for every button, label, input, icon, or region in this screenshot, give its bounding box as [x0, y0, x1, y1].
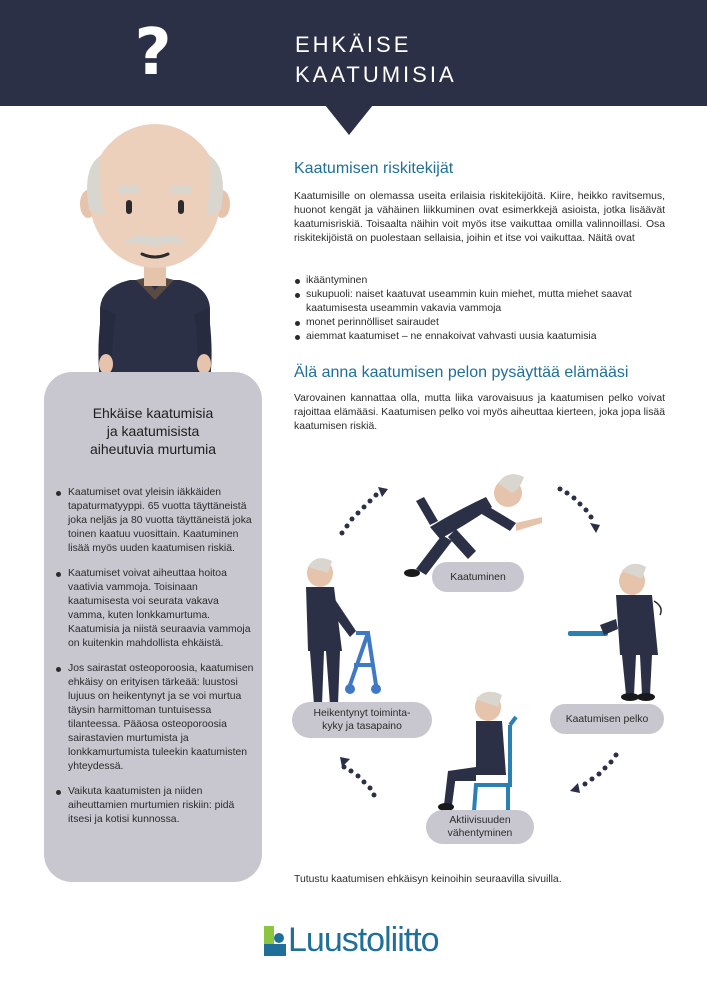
- list-item: aiemmat kaatumiset – ne ennakoivat vahvasti uusia kaatumisia: [294, 330, 674, 344]
- cycle-label-activity: [426, 810, 534, 844]
- list-item: Kaatumiset voivat aiheuttaa hoitoa vaativia vammoja. Toisinaan kaatumisesta voi seurata vakava vamma, kuten lonkkamurtuma. Kaatumisia ja niistä seuraavia vammoja on kuitenkin mahdollista ehkäistä.: [54, 567, 254, 651]
- info-panel: [44, 372, 262, 882]
- list-item: Kaatumiset ovat yleisin iäkkäiden tapaturmatyyppi. 65 vuotta täyttäneistä joka neljäs ja 80 vuotta täyttäneistä joka toinen kaatuu vuosittain. Kaatuminen lisää myös uuden kaatumisen riskiä.: [54, 486, 254, 556]
- cycle-label-text: Kaatumisen pelko: [565, 713, 649, 725]
- header-arrow-pointer: [325, 105, 373, 135]
- luustoliitto-logo: [262, 920, 439, 960]
- logo-text: Luustoliitto: [288, 921, 439, 959]
- list-item: Vaikuta kaatumisten ja niiden aiheuttamien murtumien riskiin: pidä itsesi ja kotisi kunnossa.: [54, 785, 254, 827]
- list-item: monet perinnölliset sairaudet: [294, 316, 674, 330]
- fall-cycle-diagram: [280, 455, 680, 865]
- fear-paragraph: Varovainen kannattaa olla, mutta liika varovaisuus ja kaatumisen pelko voivat rajoittaa elämääsi. Kaatumisen pelko voi myös aiheuttaa kierteen, joka jopa lisää kaatumisen riskiä.: [294, 393, 665, 432]
- panel-title-line: Ehkäise kaatumisia: [92, 405, 214, 421]
- cycle-label-text: vähentyminen: [447, 828, 513, 839]
- footer-note: Tutustu kaatumisen ehkäisyn keinoihin seuraavilla sivuilla.: [294, 874, 562, 885]
- section-heading-risk-factors: Kaatumisen riskitekijät: [294, 160, 454, 177]
- cycle-label-text: Heikentynyt toiminta-: [313, 708, 411, 719]
- cycle-label-fear: [550, 704, 664, 734]
- logo-mark-icon: [262, 922, 288, 958]
- cycle-label-text: Kaatuminen: [450, 571, 506, 583]
- risk-factors-list: [294, 274, 674, 344]
- list-item: ikääntyminen: [294, 274, 674, 288]
- fearful-person-figure: [568, 564, 661, 701]
- cycle-label-falling: [432, 562, 524, 592]
- title-line-2: KAATUMISIA: [295, 62, 457, 87]
- section-heading-fear: Älä anna kaatumisen pelon pysäyttää elämääsi: [294, 364, 629, 381]
- cycle-label-weakened: [292, 702, 432, 738]
- panel-title-line: ja kaatumisista: [106, 423, 200, 439]
- risk-factors-paragraph: Kaatumisille on olemassa useita erilaisia riskitekijöitä. Kiire, heikko ravitsemus, huonot kengät ja vähäinen liikkuminen ovat esimerkkejä asioista, jotka lisäävät kaatumisriskiä. Toisaalta näihin voit myös itse vaikuttaa omilla valinnoillasi. Osa riskitekijöistä on puolestaan sellaisia, joihin et itse voi vaikuttaa. Näitä ovat: [294, 191, 665, 244]
- header-banner: [0, 0, 707, 106]
- page-title: [295, 30, 457, 90]
- cycle-label-text: Aktiivisuuden: [449, 815, 511, 826]
- sitting-person-figure: [438, 692, 516, 811]
- list-item: Jos sairastat osteoporoosia, kaatumisen ehkäisy on erityisen tärkeää: luustosi lujuus on heikentynyt ja se voi murtua täysin harmittoman tuntuisessa tilanteessa. Pääosa osteoporoosia sairastavien murtumista ja lonkkamurtumista tuleekin kaatumisten yhteydessä.: [54, 662, 254, 774]
- cycle-label-text: kyky ja tasapaino: [322, 721, 402, 732]
- title-line-1: EHKÄISE: [295, 32, 412, 57]
- panel-title: [44, 404, 262, 458]
- list-item: sukupuoli: naiset kaatuvat useammin kuin miehet, mutta miehet saavat kaatumisesta useammin vakavia vammoja: [294, 288, 674, 316]
- elderly-man-illustration: [70, 118, 240, 380]
- question-mark-icon: ?: [134, 16, 172, 90]
- panel-title-line: aiheutuvia murtumia: [89, 441, 217, 457]
- person-with-walker-figure: [306, 558, 381, 711]
- panel-list: [54, 486, 254, 838]
